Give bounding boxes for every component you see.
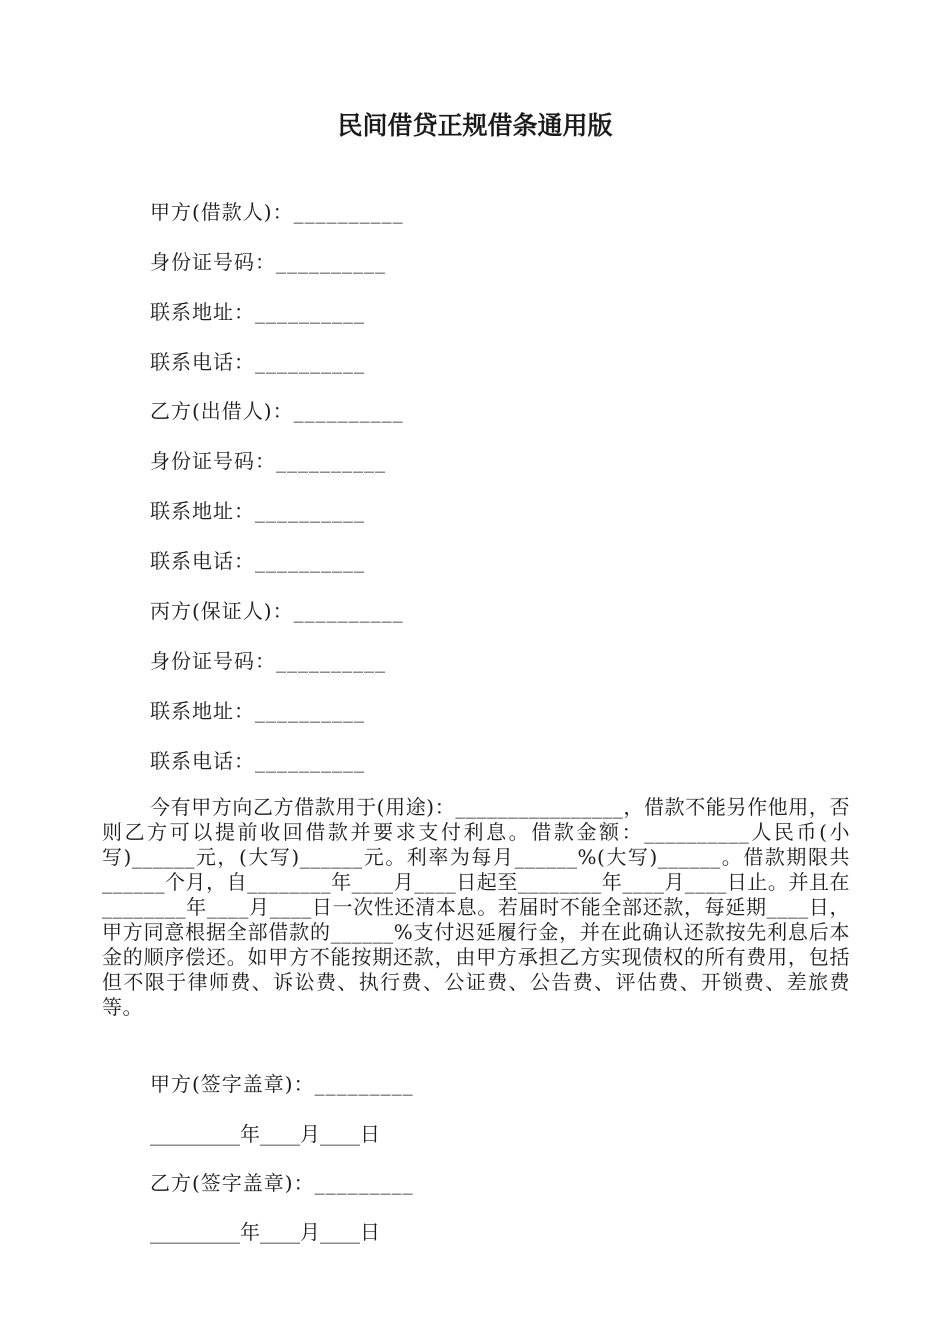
- lender-id-field: [150, 447, 386, 475]
- loan-terms-paragraph: 今有甲方向乙方借款用于(用途)：________________，借款不能另作他用，否则乙方可以提前收回借款并要求支付利息。借款金额：__________人民币(小写)______元，(大写)______元。利率为每月______%(大写)______。借款期限共______个月，自________年____月____日起至________年____月____日止。并且在________年____月____日一次性还清本息。若届时不能全部还款，每延期____日，甲方同意根据全部借款的______%支付迟延履行金，并在此确认还款按先利息后本金的顺序偿还。如甲方不能按期还款，由甲方承担乙方实现债权的所有费用，包括但不限于律师费、诉讼费、执行费、公证费、公告费、评估费、开锁费、差旅费等。: [102, 795, 850, 1019]
- field-blank: __________: [255, 749, 365, 773]
- signature-blank: _________: [314, 1072, 414, 1096]
- field-label: 联系电话：: [150, 749, 255, 773]
- field-blank: __________: [276, 649, 386, 673]
- borrower-address-field: [150, 298, 365, 326]
- field-label: 联系地址：: [150, 300, 255, 324]
- guarantor-name-field: [150, 597, 404, 625]
- document-title: 民间借贷正规借条通用版: [337, 111, 613, 140]
- signature-label: 甲方(签字盖章)：: [150, 1072, 315, 1096]
- field-blank: __________: [293, 200, 404, 224]
- field-label: 联系地址：: [150, 699, 255, 723]
- field-blank: __________: [276, 250, 386, 274]
- guarantor-address-field: [150, 697, 365, 725]
- field-label: 丙方(保证人)：: [150, 599, 294, 623]
- field-label: 联系电话：: [150, 549, 255, 573]
- lender-phone-field: [150, 547, 365, 575]
- guarantor-phone-field: [150, 747, 365, 775]
- field-blank: __________: [276, 449, 386, 473]
- field-label: 乙方(出借人)：: [150, 399, 294, 423]
- field-blank: __________: [293, 599, 404, 623]
- signature-label: 乙方(签字盖章)：: [150, 1171, 315, 1195]
- party-a-signature-field: [150, 1070, 414, 1098]
- party-b-date-line: _________年____月____日: [150, 1220, 380, 1244]
- lender-address-field: [150, 497, 365, 525]
- borrower-id-field: [150, 248, 386, 276]
- field-blank: __________: [255, 300, 365, 324]
- party-b-signature-field: [150, 1169, 414, 1197]
- guarantor-id-field: [150, 647, 386, 675]
- field-label: 甲方(借款人)：: [150, 200, 294, 224]
- field-label: 身份证号码：: [150, 449, 276, 473]
- lender-name-field: [150, 397, 404, 425]
- field-blank: __________: [255, 699, 365, 723]
- field-blank: __________: [255, 499, 365, 523]
- field-label: 身份证号码：: [150, 250, 276, 274]
- borrower-phone-field: [150, 348, 365, 376]
- field-blank: __________: [255, 350, 365, 374]
- party-a-date-line: _________年____月____日: [150, 1122, 380, 1146]
- field-label: 联系电话：: [150, 350, 255, 374]
- field-blank: __________: [255, 549, 365, 573]
- field-label: 身份证号码：: [150, 649, 276, 673]
- signature-blank: _________: [314, 1171, 414, 1195]
- field-blank: __________: [293, 399, 404, 423]
- borrower-name-field: [150, 198, 404, 226]
- field-label: 联系地址：: [150, 499, 255, 523]
